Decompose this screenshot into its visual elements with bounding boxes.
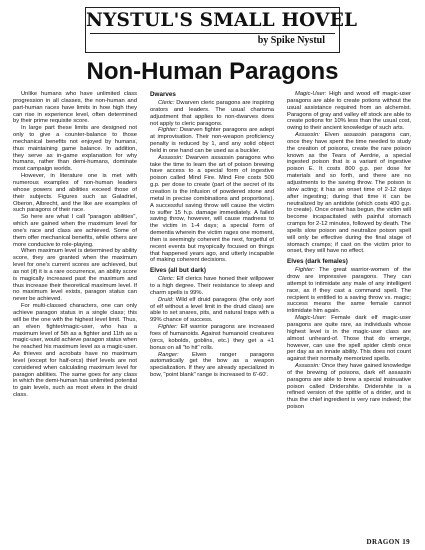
class-lead: Druid: <box>158 296 174 303</box>
section-heading-dwarves: Dwarves <box>150 91 176 98</box>
class-lead: Fighter: <box>158 324 178 331</box>
class-lead: Assassin: <box>295 363 320 370</box>
text-column-1 <box>13 91 137 523</box>
class-lead: Magic-User: <box>295 315 327 322</box>
text-column-3 <box>287 91 411 523</box>
paragraph <box>287 315 411 363</box>
column-title: NYSTUL'S SMALL HOVEL <box>86 10 358 31</box>
paragraph-text: High and wood elf magic-user paragons are able to create potions without the usual assistance required from an alchemist. Paragons of gray and valley elf stock are able to create potions for 10% less than the usual cost, owing to their ancient knowledge of such arts. <box>287 91 411 132</box>
paragraph-text: Dwarven assassin paragons who take the time to learn the art of poison brewing have access to a special form of ingestive poison called Mind Fire. Mind Fire costs 500 g.p. per dose to create (part of the secret of its creation is the infusion of powdered stone and metal in precise combinations and proportions). A successful saving throw will cause the victim to suffer 15 h.p. damage immediately. A failed saving throw, however, will cause madness to the victim in 1-4 days; a special form of dementia wherein the victim rages one moment, then is seemingly coherent the next, forgetful of recent events but myopically focused on things that happened years ago, and utterly incapable of making coherent decisions. <box>150 154 274 264</box>
paragraph <box>150 276 274 297</box>
paragraph <box>150 297 274 324</box>
paragraph <box>287 363 411 411</box>
section-heading-elves: Elves (all but dark) <box>150 267 206 275</box>
class-lead: Assassin: <box>295 132 320 139</box>
paragraph <box>150 100 274 127</box>
paragraph: When maximum level is determined by ability score, they are granted when the maximum level for one's current scores are achieved, but as not (if) it is a rare occurrence, an ability score is magically increased past the maximum and thus increase their theoretical maximum level. If no maximum level exists, paragon status can never be achieved. <box>13 248 137 303</box>
class-lead: Assassin: <box>158 154 183 161</box>
paragraph: For multi-classed characters, one can only achieve paragon status in a single class; this will be the one with the highest level limit. Thus, an elven fighter/magic-user, who has a maximum level of 5th as a fighter and 11th as a magic-user, would achieve paragon status when he reached his maximum level as a magic-user. As thieves and acrobats have no maximum level (except for half-orcs) thief levels are not considered when calculating maximum level for paragon abilities. The same goes for any class in which the demi-human has unlimited potential to gain levels, such as most elves in the druid class. <box>13 303 137 399</box>
paragraph <box>287 91 411 132</box>
class-lead: Fighter: <box>295 267 315 274</box>
paragraph <box>287 267 411 315</box>
column-banner <box>85 7 358 53</box>
paragraph <box>150 127 274 154</box>
paragraph: Unlike humans who have unlimited class progression in all classes, the non-human and part-human races have limits in how high they can rise in experience level, often determined by their prime requisite score. <box>13 91 137 125</box>
paragraph: In large part these limits are designed not only to give a counter-balance to those mechanical benefits not enjoyed by humans, thus maintaining game balance. In addition, they serve as in-game explanation for why humans, rather than demi-humans, dominate most campaign worlds. <box>13 125 137 173</box>
paragraph-text: Elven ranger paragons automatically get the bow as a weapon specialization. If they are already specialized in bow, "point blank" range is increased to 6'-60'. <box>150 351 274 379</box>
class-lead: Magic-User: <box>295 91 327 97</box>
paragraph-text: Dwarven fighter paragons are adept at improvisation. Their non-weapon proficiency penalty is reduced by 1, and any solid object held in one hand can be used as a buckler. <box>150 127 274 154</box>
paragraph-text: The great warrior-women of the drow are impressive paragons. They can attempt to intimidate any male of any intelligent race, as if they cast a command spell. The recipient is entitled to a saving throw vs. magic; success means the same female cannot intimidate him again. <box>287 267 411 315</box>
paragraph-text: Elven assassin paragons can, once they have spent the time needed to study the creation of poisons, create the rare poison known as the Tears of Aerdrie, a special ingested poison that is a variant of ingestive poison E. It costs 800 g.p. per dose for materials and so forth, and there are no adjustments to the saving throw. The poison is slow acting; it has an onset time of 2-12 days after ingesting; during that time it can be neutralized by an antidote (which costs 400 g.p. to create). Once onset has begun, the victim will become incapacitated with painful stomach cramps for 2-12 minutes, followed by death. The spells slow poison and neutralize poison spell will only be effective during the final stage of stomach cramps; if cast on the victim prior to onset, they will have no effect. <box>287 132 411 255</box>
paragraph-text: Elf warrior paragons are increased foes of humanoids. Against humanoid creatures (orcs, kobolds, goblins, etc.) they get a +1 bonus on all "to hit" rolls. <box>150 324 274 351</box>
page-footer: DRAGON 19 <box>366 538 410 546</box>
paragraph <box>287 132 411 255</box>
paragraph: However, in literature one is met with numerous examples of non-human leaders whose powers and abilities exceed those of their subjects. Figures such as Galadriel, Oberon, Albrecht, and the like are examples of such paragons of their race. <box>13 173 137 214</box>
paragraph-text: Elf clerics have honed their willpower to a high degree. Their resistance to sleep and charm spells is 99%. <box>150 276 274 296</box>
paragraph-text: Once they have gained knowledge of the brewing of poisons, dark elf assassin paragons are able to brew a special insinuative poison called Dridershite. Dridershite is a refined version of the spittle of a drider, and is thus the chief ingredient is very rare indeed; the poison <box>287 363 411 411</box>
class-lead: Cleric: <box>158 276 175 283</box>
class-lead: Cleric: <box>158 100 175 106</box>
paragraph <box>150 324 274 351</box>
section-heading-dark-elves: Elves (dark females) <box>287 258 348 266</box>
paragraph <box>150 155 274 265</box>
byline: by Spike Nystul <box>257 35 325 46</box>
paragraph-text: Dwarven cleric paragons are inspiring orators and leaders. The usual charisma adjustment that applies to non-dwarves does not apply to cleric paragons. <box>150 100 274 127</box>
article-title: Non-Human Paragons <box>86 58 339 85</box>
text-column-2 <box>150 91 274 523</box>
paragraph <box>150 352 274 379</box>
paragraph-text: Female dark elf magic-user paragons are quite rare, as individuals whose highest level is in the magic-user class are almost unheard-of. Those that do emerge, however, can use the spell spider climb once per day as an innate ability. This does not count against their normally memorized spells. <box>287 315 411 363</box>
class-lead: Ranger: <box>158 351 179 358</box>
paragraph-text: Wild elf druid paragons (the only sort of elf without a level limit in the druid class) are able to set snares, pits, and natural traps with a 99% chance of success. <box>150 296 274 324</box>
paragraph: So here are what I call "paragon abilities", which are gained when the maximum level for one's race and class are achieved. Some of them offer mechanical benefits, while others are more conducive to role-playing. <box>13 214 137 248</box>
class-lead: Fighter: <box>158 127 178 134</box>
